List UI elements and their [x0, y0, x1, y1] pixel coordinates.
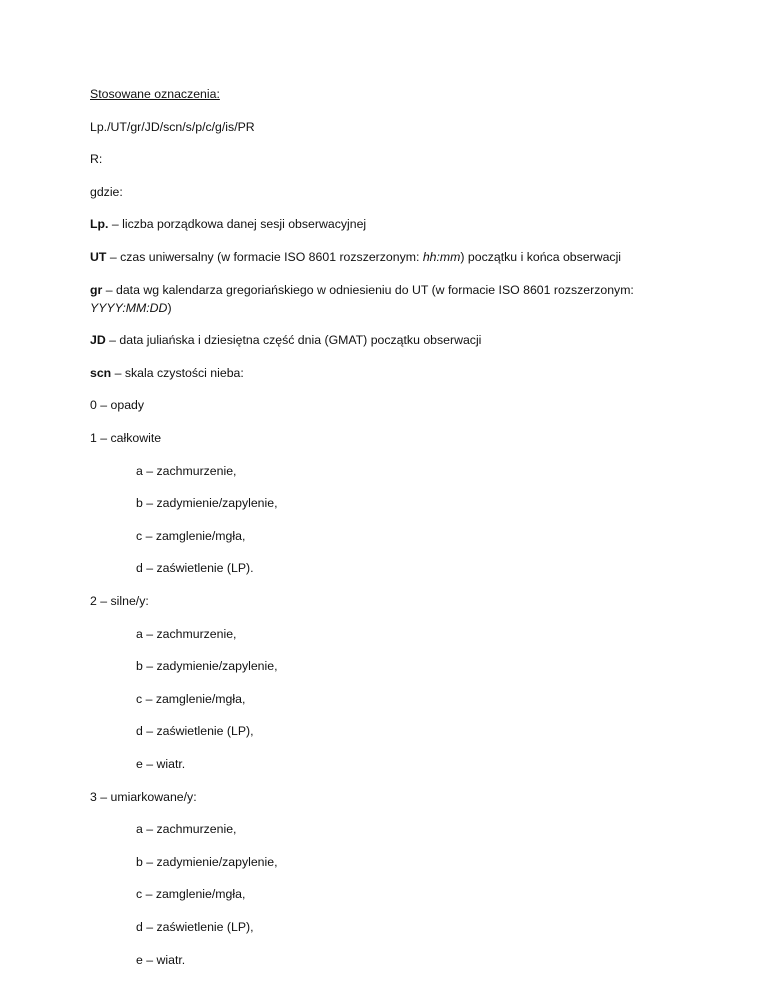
scale-level-0: 0 – opady — [90, 398, 145, 412]
scale-level-3-item: b – zadymienie/zapylenie, — [136, 855, 278, 869]
definition-term: gr — [90, 283, 103, 297]
scale-level-2-item: c – zamglenie/mgła, — [136, 692, 246, 706]
definition-scn — [90, 365, 690, 381]
definition-desc: ) początku i końca obserwacji — [460, 250, 622, 264]
scale-level-3-item: d – zaświetlenie (LP), — [136, 920, 254, 934]
definition-desc: ) — [167, 301, 172, 315]
definition-lp — [90, 216, 690, 232]
where-line: gdzie: — [90, 185, 123, 199]
definition-term: Lp. — [90, 217, 109, 231]
scale-level-1-item: d – zaświetlenie (LP). — [136, 561, 254, 575]
scale-level-1-item: b – zadymienie/zapylenie, — [136, 496, 278, 510]
definition-ut — [90, 249, 690, 265]
definition-format: YYYY:MM:DD — [90, 301, 168, 315]
definition-desc: – data wg kalendarza gregoriańskiego w odniesieniu do UT (w formacie ISO 8601 rozszerzonym: — [102, 283, 634, 297]
scale-level-3-item: a – zachmurzenie, — [136, 822, 237, 836]
definition-gr-continued — [90, 300, 690, 316]
definition-gr — [90, 282, 690, 298]
scale-level-2-item: e – wiatr. — [136, 757, 186, 771]
definition-term: JD — [90, 333, 106, 347]
format-line: Lp./UT/gr/JD/scn/s/p/c/g/is/PR — [90, 120, 255, 134]
scale-level-1: 1 – całkowite — [90, 431, 162, 445]
scale-level-1-item: c – zamglenie/mgła, — [136, 529, 246, 543]
definition-desc: – data juliańska i dziesiętna część dnia (GMAT) początku obserwacji — [105, 333, 482, 347]
definition-desc: – czas uniwersalny (w formacie ISO 8601 rozszerzonym: — [106, 250, 423, 264]
r-line: R: — [90, 152, 103, 166]
definition-format: hh:mm — [422, 250, 461, 264]
definition-desc: – liczba porządkowa danej sesji obserwacyjnej — [108, 217, 367, 231]
scale-level-3-item: c – zamglenie/mgła, — [136, 887, 246, 901]
scale-level-2: 2 – silne/y: — [90, 594, 149, 608]
scale-level-1-item: a – zachmurzenie, — [136, 464, 237, 478]
definition-term: UT — [90, 250, 107, 264]
definition-jd — [90, 332, 690, 348]
definition-desc: – skala czystości nieba: — [111, 366, 244, 380]
definition-term: scn — [90, 366, 112, 380]
scale-level-2-item: b – zadymienie/zapylenie, — [136, 659, 278, 673]
heading: Stosowane oznaczenia: — [90, 87, 220, 101]
scale-level-2-item: a – zachmurzenie, — [136, 627, 237, 641]
scale-level-2-item: d – zaświetlenie (LP), — [136, 724, 254, 738]
scale-level-3: 3 – umiarkowane/y: — [90, 790, 197, 804]
scale-level-3-item: e – wiatr. — [136, 953, 186, 967]
